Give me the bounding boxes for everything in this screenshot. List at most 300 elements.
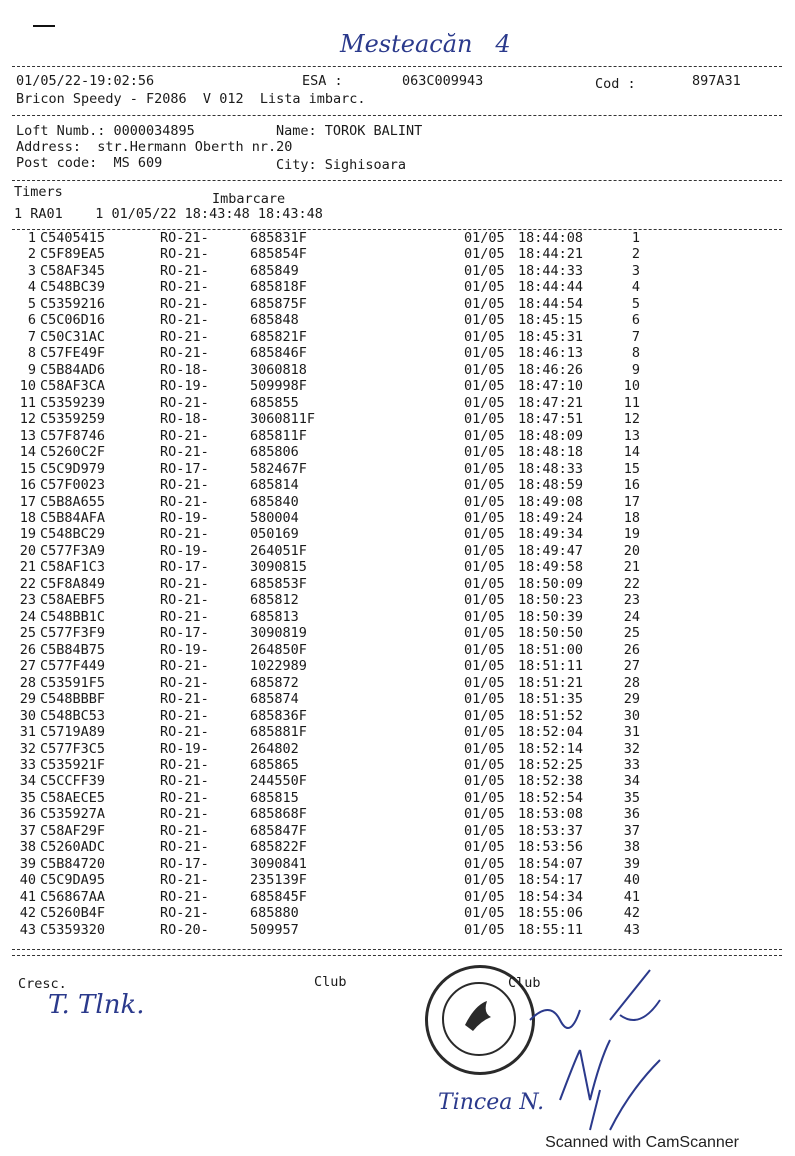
- table-row: [18, 329, 658, 345]
- arrival-date: 01/05: [464, 921, 505, 938]
- table-row: [18, 790, 658, 806]
- loft-postcode: Post code: MS 609: [16, 155, 163, 171]
- rank: 24: [623, 608, 640, 625]
- arrival-date: 01/05: [464, 328, 505, 345]
- ring-number: 685845F: [250, 888, 307, 905]
- arrival-time: 18:49:08: [518, 493, 584, 510]
- arrival-time: 18:51:52: [518, 707, 584, 724]
- ring-number: 3060811F: [250, 411, 316, 428]
- club-label-2: Club: [508, 975, 541, 991]
- table-row: [18, 362, 658, 378]
- table-row: [18, 922, 658, 938]
- table-row: [18, 246, 658, 262]
- ring-prefix: RO-21-: [160, 608, 209, 625]
- arrival-date: 01/05: [464, 509, 505, 526]
- ring-code: C50C31AC: [40, 328, 106, 345]
- ring-code: C577F3A9: [40, 542, 106, 559]
- arrival-date: 01/05: [464, 592, 505, 609]
- rank: 29: [623, 691, 640, 708]
- rank: 13: [623, 427, 640, 444]
- ring-prefix: RO-21-: [160, 822, 209, 839]
- arrival-time: 18:51:11: [518, 658, 584, 675]
- table-row: [18, 494, 658, 510]
- ring-prefix: RO-21-: [160, 658, 209, 675]
- arrival-date: 01/05: [464, 625, 505, 642]
- ring-prefix: RO-21-: [160, 724, 209, 741]
- row-index: 29: [19, 691, 36, 708]
- arrival-time: 18:44:54: [518, 295, 584, 312]
- row-index: 22: [19, 575, 36, 592]
- ring-code: C5359239: [40, 394, 106, 411]
- arrival-time: 18:46:13: [518, 345, 584, 362]
- ring-code: C5719A89: [40, 724, 106, 741]
- ring-code: C58AF1C3: [40, 559, 106, 576]
- ring-number: 264850F: [250, 641, 307, 658]
- rank: 30: [623, 707, 640, 724]
- arrival-date: 01/05: [464, 608, 505, 625]
- ring-number: 582467F: [250, 460, 307, 477]
- ring-prefix: RO-21-: [160, 575, 209, 592]
- arrival-date: 01/05: [464, 246, 505, 263]
- table-row: [18, 230, 658, 246]
- table-row: [18, 757, 658, 773]
- ring-number: 685874: [250, 691, 299, 708]
- ring-prefix: RO-21-: [160, 707, 209, 724]
- ring-prefix: RO-19-: [160, 509, 209, 526]
- rank: 11: [623, 394, 640, 411]
- arrival-time: 18:50:23: [518, 592, 584, 609]
- row-index: 31: [19, 724, 36, 741]
- ring-number: 685849: [250, 262, 299, 279]
- row-index: 28: [19, 674, 36, 691]
- ring-code: C5359216: [40, 295, 106, 312]
- rank: 22: [623, 575, 640, 592]
- arrival-time: 18:53:56: [518, 839, 584, 856]
- table-row: [18, 411, 658, 427]
- ring-code: C577F3C5: [40, 740, 106, 757]
- rank: 38: [623, 839, 640, 856]
- ring-prefix: RO-21-: [160, 905, 209, 922]
- esa-label: ESA :: [302, 73, 343, 89]
- timers-label: Timers: [14, 184, 63, 200]
- ring-number: 685814: [250, 477, 299, 494]
- ring-prefix: RO-21-: [160, 328, 209, 345]
- ring-code: C57F0023: [40, 477, 106, 494]
- ring-code: C548BC29: [40, 526, 106, 543]
- ring-prefix: RO-21-: [160, 773, 209, 790]
- ring-number: 509998F: [250, 378, 307, 395]
- row-index: 8: [27, 345, 36, 362]
- row-index: 20: [19, 542, 36, 559]
- arrival-date: 01/05: [464, 361, 505, 378]
- arrival-date: 01/05: [464, 295, 505, 312]
- table-row: [18, 526, 658, 542]
- table-row: [18, 510, 658, 526]
- rank: 42: [623, 905, 640, 922]
- arrival-date: 01/05: [464, 757, 505, 773]
- table-row: [18, 691, 658, 707]
- ring-code: C53591F5: [40, 674, 106, 691]
- rank: 39: [623, 855, 640, 872]
- rank: 37: [623, 822, 640, 839]
- table-row: [18, 428, 658, 444]
- ring-code: C5359320: [40, 921, 106, 938]
- rank: 40: [623, 872, 640, 889]
- ring-code: C5B84AFA: [40, 509, 106, 526]
- esa-value: 063C009943: [402, 73, 484, 89]
- ring-prefix: RO-21-: [160, 394, 209, 411]
- row-index: 7: [27, 328, 36, 345]
- arrival-time: 18:54:17: [518, 872, 584, 889]
- rank: 5: [631, 295, 640, 312]
- ring-number: 685854F: [250, 246, 307, 263]
- rank: 43: [623, 921, 640, 938]
- ring-prefix: RO-21-: [160, 789, 209, 806]
- ring-code: C58AF29F: [40, 822, 106, 839]
- ring-code: C5C9D979: [40, 460, 106, 477]
- rank: 9: [631, 361, 640, 378]
- ring-prefix: RO-19-: [160, 740, 209, 757]
- arrival-date: 01/05: [464, 394, 505, 411]
- ring-code: C5B84B75: [40, 641, 106, 658]
- ring-prefix: RO-19-: [160, 641, 209, 658]
- rank: 14: [623, 444, 640, 461]
- rank: 7: [631, 328, 640, 345]
- ring-prefix: RO-21-: [160, 592, 209, 609]
- rank: 36: [623, 806, 640, 823]
- arrival-time: 18:46:26: [518, 361, 584, 378]
- row-index: 26: [19, 641, 36, 658]
- arrival-time: 18:50:09: [518, 575, 584, 592]
- ring-number: 685853F: [250, 575, 307, 592]
- ring-number: 685848: [250, 312, 299, 329]
- arrival-time: 18:53:08: [518, 806, 584, 823]
- ring-code: C5CCFF39: [40, 773, 106, 790]
- ring-number: 685821F: [250, 328, 307, 345]
- arrival-time: 18:52:54: [518, 789, 584, 806]
- arrival-date: 01/05: [464, 427, 505, 444]
- cod-value: 897A31: [692, 73, 741, 89]
- row-index: 12: [19, 411, 36, 428]
- rank: 6: [631, 312, 640, 329]
- ring-code: C5C06D16: [40, 312, 106, 329]
- arrival-time: 18:44:44: [518, 279, 584, 296]
- arrival-time: 18:52:14: [518, 740, 584, 757]
- ring-code: C57F8746: [40, 427, 106, 444]
- rank: 4: [631, 279, 640, 296]
- ring-prefix: RO-20-: [160, 921, 209, 938]
- club-label: Club: [314, 974, 347, 990]
- imbarcare-label: Imbarcare: [212, 191, 286, 207]
- ring-code: C5B84720: [40, 855, 106, 872]
- arrival-time: 18:47:51: [518, 411, 584, 428]
- table-row: [18, 263, 658, 279]
- ring-prefix: RO-21-: [160, 806, 209, 823]
- ring-prefix: RO-21-: [160, 888, 209, 905]
- ring-number: 685831F: [250, 230, 307, 246]
- row-index: 13: [19, 427, 36, 444]
- ring-prefix: RO-19-: [160, 378, 209, 395]
- ring-prefix: RO-21-: [160, 230, 209, 246]
- ring-prefix: RO-21-: [160, 526, 209, 543]
- ring-number: 3090815: [250, 559, 307, 576]
- rank: 23: [623, 592, 640, 609]
- divider: [12, 949, 782, 950]
- row-index: 14: [19, 444, 36, 461]
- divider: [12, 115, 782, 116]
- arrival-date: 01/05: [464, 707, 505, 724]
- arrival-date: 01/05: [464, 312, 505, 329]
- ring-code: C57FE49F: [40, 345, 106, 362]
- ring-number: 685836F: [250, 707, 307, 724]
- arrival-time: 18:55:11: [518, 921, 584, 938]
- arrival-time: 18:47:10: [518, 378, 584, 395]
- arrival-time: 18:48:33: [518, 460, 584, 477]
- arrival-date: 01/05: [464, 477, 505, 494]
- ring-number: 685881F: [250, 724, 307, 741]
- arrival-time: 18:52:38: [518, 773, 584, 790]
- rank: 15: [623, 460, 640, 477]
- ring-code: C5F8A849: [40, 575, 106, 592]
- arrival-date: 01/05: [464, 773, 505, 790]
- ring-number: 685806: [250, 444, 299, 461]
- arrival-time: 18:54:34: [518, 888, 584, 905]
- ring-number: 1022989: [250, 658, 307, 675]
- arrival-list: [18, 230, 658, 938]
- rank: 34: [623, 773, 640, 790]
- cresc-signature: T. Tlnk.: [48, 990, 145, 1020]
- arrival-date: 01/05: [464, 279, 505, 296]
- ring-prefix: RO-21-: [160, 444, 209, 461]
- timer-line: 1 RA01 1 01/05/22 18:43:48 18:43:48: [14, 206, 323, 222]
- arrival-date: 01/05: [464, 822, 505, 839]
- ring-number: 685813: [250, 608, 299, 625]
- arrival-date: 01/05: [464, 641, 505, 658]
- ring-code: C548BBBF: [40, 691, 106, 708]
- row-index: 30: [19, 707, 36, 724]
- ring-code: C5B8A655: [40, 493, 106, 510]
- divider: [12, 955, 782, 956]
- arrival-date: 01/05: [464, 691, 505, 708]
- ring-code: C5260C2F: [40, 444, 106, 461]
- table-row: [18, 576, 658, 592]
- row-index: 19: [19, 526, 36, 543]
- rank: 10: [623, 378, 640, 395]
- arrival-time: 18:49:58: [518, 559, 584, 576]
- ring-number: 685818F: [250, 279, 307, 296]
- loft-address: Address: str.Hermann Oberth nr.20: [16, 139, 293, 155]
- rank: 28: [623, 674, 640, 691]
- row-index: 43: [19, 921, 36, 938]
- ring-number: 264802: [250, 740, 299, 757]
- loft-name: Name: TOROK BALINT: [276, 123, 423, 139]
- ring-code: C577F3F9: [40, 625, 106, 642]
- rank: 41: [623, 888, 640, 905]
- rank: 25: [623, 625, 640, 642]
- ring-prefix: RO-21-: [160, 262, 209, 279]
- table-row: [18, 773, 658, 789]
- arrival-time: 18:49:24: [518, 509, 584, 526]
- table-row: [18, 477, 658, 493]
- arrival-time: 18:45:15: [518, 312, 584, 329]
- table-row: [18, 543, 658, 559]
- ring-code: C58AEBF5: [40, 592, 106, 609]
- rank: 1: [631, 230, 640, 246]
- arrival-time: 18:44:33: [518, 262, 584, 279]
- ring-prefix: RO-21-: [160, 757, 209, 773]
- ring-number: 509957: [250, 921, 299, 938]
- ring-prefix: RO-21-: [160, 691, 209, 708]
- ring-number: 3060818: [250, 361, 307, 378]
- rank: 12: [623, 411, 640, 428]
- ring-code: C5405415: [40, 230, 106, 246]
- table-row: [18, 889, 658, 905]
- ring-number: 685868F: [250, 806, 307, 823]
- loft-number: Loft Numb.: 0000034895: [16, 123, 195, 139]
- ring-number: 685840: [250, 493, 299, 510]
- table-row: [18, 839, 658, 855]
- ring-prefix: RO-21-: [160, 279, 209, 296]
- table-row: [18, 312, 658, 328]
- arrival-time: 18:51:21: [518, 674, 584, 691]
- arrival-date: 01/05: [464, 839, 505, 856]
- arrival-time: 18:52:25: [518, 757, 584, 773]
- table-row: [18, 345, 658, 361]
- ring-number: 685872: [250, 674, 299, 691]
- divider: [12, 66, 782, 67]
- camscanner-watermark: Scanned with CamScanner: [545, 1134, 739, 1151]
- row-index: 36: [19, 806, 36, 823]
- row-index: 42: [19, 905, 36, 922]
- arrival-time: 18:51:35: [518, 691, 584, 708]
- ring-code: C5F89EA5: [40, 246, 106, 263]
- ring-prefix: RO-21-: [160, 427, 209, 444]
- arrival-date: 01/05: [464, 460, 505, 477]
- table-row: [18, 461, 658, 477]
- row-index: 27: [19, 658, 36, 675]
- ring-number: 235139F: [250, 872, 307, 889]
- ring-code: C5359259: [40, 411, 106, 428]
- ring-prefix: RO-17-: [160, 559, 209, 576]
- ring-prefix: RO-21-: [160, 246, 209, 263]
- rank: 26: [623, 641, 640, 658]
- header-datetime: 01/05/22-19:02:56: [16, 73, 155, 89]
- ring-code: C5260B4F: [40, 905, 106, 922]
- divider: [12, 180, 782, 181]
- ring-number: 685880: [250, 905, 299, 922]
- arrival-time: 18:48:09: [518, 427, 584, 444]
- ring-number: 685875F: [250, 295, 307, 312]
- table-row: [18, 296, 658, 312]
- row-index: 35: [19, 789, 36, 806]
- arrival-time: 18:55:06: [518, 905, 584, 922]
- table-row: [18, 806, 658, 822]
- arrival-time: 18:45:31: [518, 328, 584, 345]
- ring-code: C535921F: [40, 757, 106, 773]
- rank: 35: [623, 789, 640, 806]
- row-index: 15: [19, 460, 36, 477]
- ring-prefix: RO-17-: [160, 625, 209, 642]
- arrival-time: 18:48:59: [518, 477, 584, 494]
- ring-code: C58AECE5: [40, 789, 106, 806]
- ring-code: C535927A: [40, 806, 106, 823]
- signature-scribble: [520, 960, 740, 1140]
- arrival-date: 01/05: [464, 888, 505, 905]
- arrival-date: 01/05: [464, 542, 505, 559]
- arrival-time: 18:54:07: [518, 855, 584, 872]
- ring-number: 050169: [250, 526, 299, 543]
- ring-prefix: RO-21-: [160, 839, 209, 856]
- row-index: 37: [19, 822, 36, 839]
- table-row: [18, 444, 658, 460]
- ring-number: 685812: [250, 592, 299, 609]
- rank: 2: [631, 246, 640, 263]
- rank: 31: [623, 724, 640, 741]
- table-row: [18, 592, 658, 608]
- arrival-time: 18:47:21: [518, 394, 584, 411]
- table-row: [18, 856, 658, 872]
- arrival-date: 01/05: [464, 230, 505, 246]
- rank: 19: [623, 526, 640, 543]
- row-index: 6: [27, 312, 36, 329]
- row-index: 39: [19, 855, 36, 872]
- ring-prefix: RO-18-: [160, 361, 209, 378]
- arrival-date: 01/05: [464, 740, 505, 757]
- ring-number: 685847F: [250, 822, 307, 839]
- arrival-date: 01/05: [464, 559, 505, 576]
- row-index: 32: [19, 740, 36, 757]
- arrival-time: 18:44:21: [518, 246, 584, 263]
- header-device-line: Bricon Speedy - F2086 V 012 Lista imbarc.: [16, 91, 366, 107]
- table-row: [18, 872, 658, 888]
- ring-code: C548BB1C: [40, 608, 106, 625]
- table-row: [18, 625, 658, 641]
- rank: 16: [623, 477, 640, 494]
- row-index: 40: [19, 872, 36, 889]
- row-index: 21: [19, 559, 36, 576]
- arrival-date: 01/05: [464, 806, 505, 823]
- ring-prefix: RO-18-: [160, 411, 209, 428]
- arrival-date: 01/05: [464, 905, 505, 922]
- handwritten-title: Mesteacăn 4: [340, 30, 511, 58]
- table-row: [18, 905, 658, 921]
- table-row: [18, 658, 658, 674]
- arrival-time: 18:53:37: [518, 822, 584, 839]
- arrival-date: 01/05: [464, 724, 505, 741]
- ring-prefix: RO-21-: [160, 477, 209, 494]
- row-index: 1: [27, 230, 36, 246]
- ring-number: 264051F: [250, 542, 307, 559]
- table-row: [18, 395, 658, 411]
- arrival-date: 01/05: [464, 411, 505, 428]
- arrival-date: 01/05: [464, 526, 505, 543]
- ring-prefix: RO-21-: [160, 295, 209, 312]
- table-row: [18, 642, 658, 658]
- rank: 32: [623, 740, 640, 757]
- ring-code: C58AF3CA: [40, 378, 106, 395]
- ring-number: 685822F: [250, 839, 307, 856]
- row-index: 41: [19, 888, 36, 905]
- table-row: [18, 741, 658, 757]
- ring-code: C5C9DA95: [40, 872, 106, 889]
- ring-number: 580004: [250, 509, 299, 526]
- arrival-date: 01/05: [464, 378, 505, 395]
- arrival-date: 01/05: [464, 789, 505, 806]
- arrival-time: 18:50:39: [518, 608, 584, 625]
- rank: 8: [631, 345, 640, 362]
- ring-number: 685846F: [250, 345, 307, 362]
- ring-code: C5260ADC: [40, 839, 106, 856]
